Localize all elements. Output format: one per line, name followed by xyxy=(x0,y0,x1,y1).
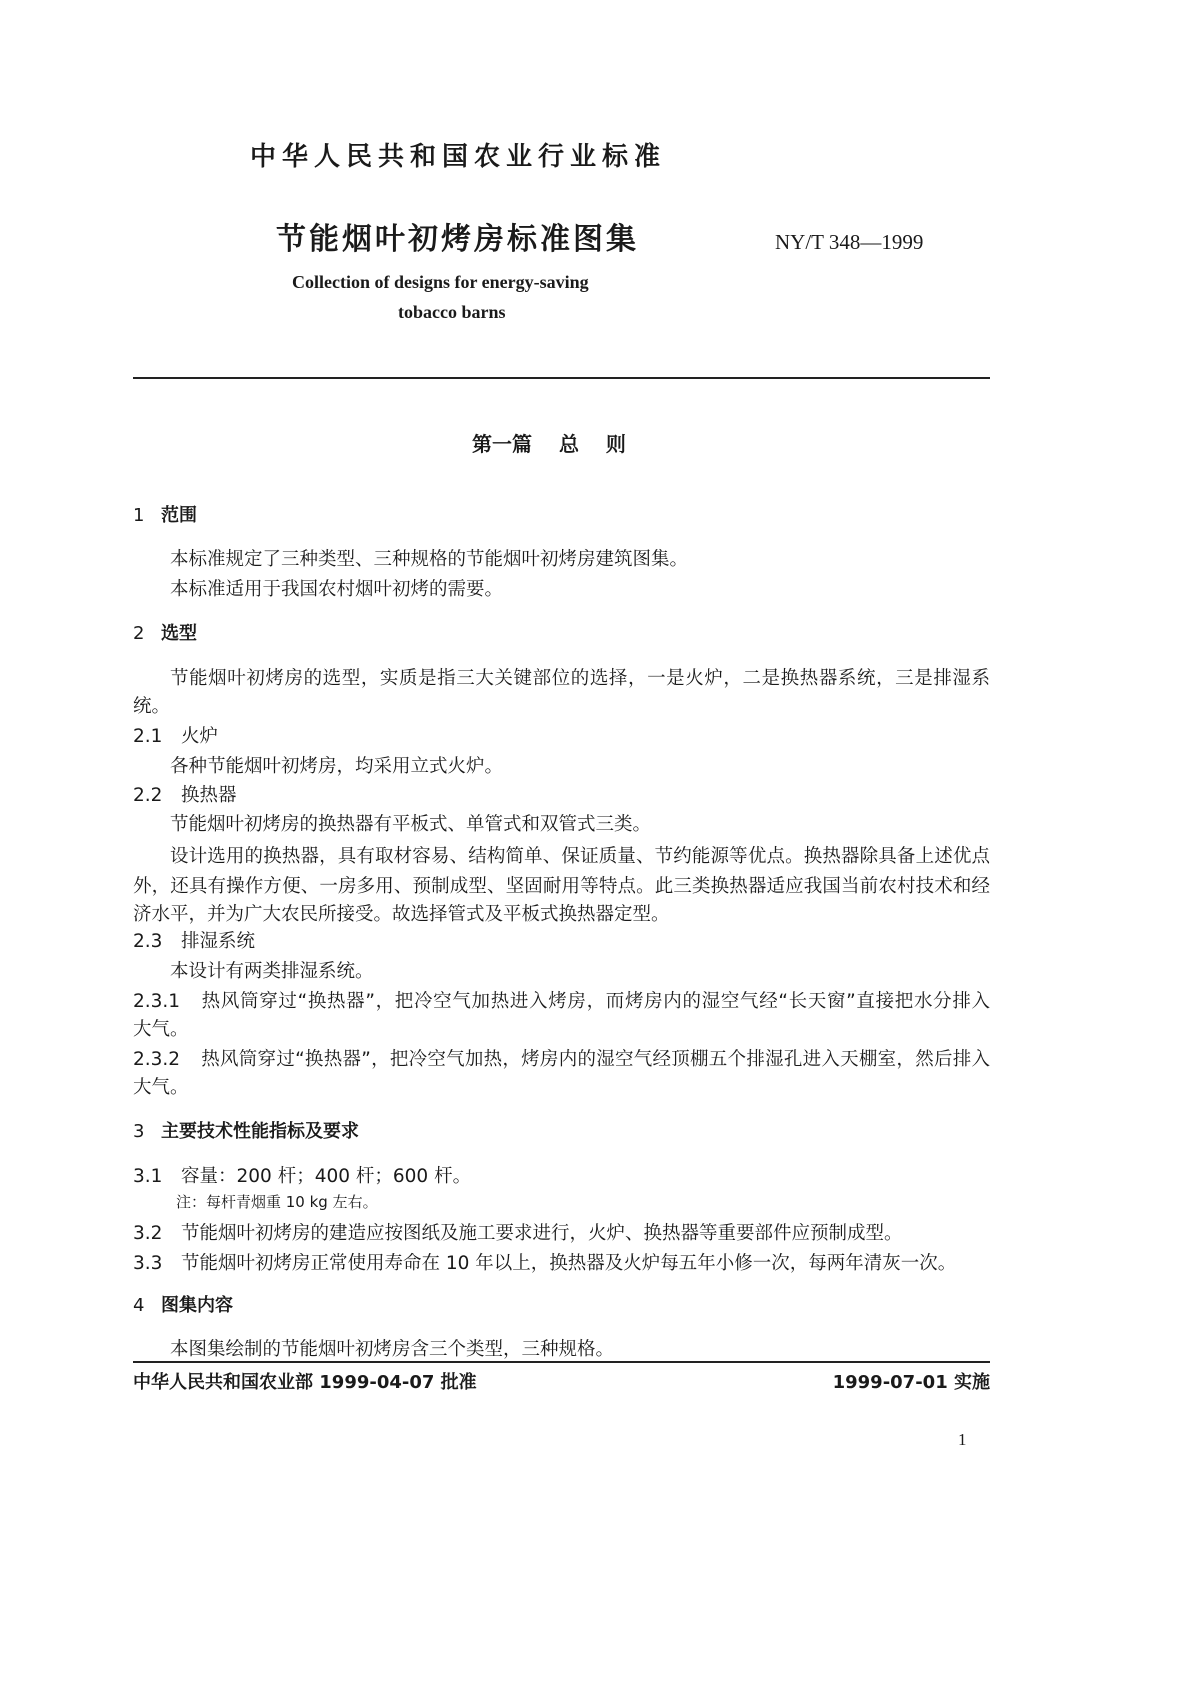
note: 注：每杆青烟重 10 kg 左右。 xyxy=(176,1193,378,1211)
subsection-2-3-1 xyxy=(133,987,990,1013)
paragraph: 节能烟叶初烤房的换热器有平板式、单管式和双管式三类。 xyxy=(170,814,652,835)
section-title: 主要技术性能指标及要求 xyxy=(161,1121,359,1142)
paragraph: 大气。 xyxy=(133,1077,189,1098)
paragraph: 设计选用的换热器，具有取材容易、结构简单、保证质量、节约能源等优点。换热器除具备上述优点 xyxy=(170,846,990,867)
subsection-3-3 xyxy=(133,1249,956,1275)
subsection-number: 3.2 xyxy=(133,1223,163,1244)
paragraph: 本图集绘制的节能烟叶初烤房含三个类型，三种规格。 xyxy=(170,1339,615,1360)
paragraph: 大气。 xyxy=(133,1019,189,1040)
document-title: 节能烟叶初烤房标准图集 xyxy=(276,222,639,257)
subsection-number: 3.1 xyxy=(133,1166,163,1187)
subsection-3-1 xyxy=(133,1162,471,1188)
paragraph: 本设计有两类排湿系统。 xyxy=(170,961,374,982)
section-number: 2 xyxy=(133,623,145,644)
paragraph: 节能烟叶初烤房的建造应按图纸及施工要求进行，火炉、换热器等重要部件应预制成型。 xyxy=(181,1223,903,1244)
section-number: 1 xyxy=(133,505,145,526)
subsection-3-2 xyxy=(133,1219,903,1245)
subsection-2-2-heading xyxy=(133,781,237,807)
paragraph: 热风筒穿过“换热器”，把冷空气加热，烤房内的湿空气经顶棚五个排湿孔进入天棚室，然后排入 xyxy=(201,1049,990,1070)
subsection-title: 排湿系统 xyxy=(181,931,256,952)
subsection-number: 3.3 xyxy=(133,1253,163,1274)
paragraph: 济水平，并为广大农民所接受。故选择管式及平板式换热器定型。 xyxy=(133,904,670,925)
section-4-heading xyxy=(133,1291,233,1317)
paragraph: 本标准规定了三种类型、三种规格的节能烟叶初烤房建筑图集。 xyxy=(170,549,689,570)
paragraph: 节能烟叶初烤房的选型，实质是指三大关键部位的选择，一是火炉，二是换热器系统，三是排湿系 xyxy=(170,668,990,689)
part-title: 第一篇 总 则 xyxy=(472,432,626,456)
section-2-heading xyxy=(133,619,197,645)
subsection-number: 2.3 xyxy=(133,931,163,952)
paragraph: 统。 xyxy=(133,696,171,717)
section-number: 3 xyxy=(133,1121,145,1142)
page-number: 1 xyxy=(958,1430,967,1449)
paragraph: 外，还具有操作方便、一房多用、预制成型、坚固耐用等特点。此三类换热器适应我国当前农村技术和经 xyxy=(133,876,990,897)
paragraph: 各种节能烟叶初烤房，均采用立式火炉。 xyxy=(170,756,504,777)
subsection-2-3-2 xyxy=(133,1045,990,1071)
english-title-line1: Collection of designs for energy-saving xyxy=(292,272,589,292)
effective-date: 1999-07-01 实施 xyxy=(832,1372,990,1393)
approval-date: 中华人民共和国农业部 1999-04-07 批准 xyxy=(133,1372,477,1393)
paragraph: 节能烟叶初烤房正常使用寿命在 10 年以上，换热器及火炉每五年小修一次，每两年清灰一次。 xyxy=(181,1253,957,1274)
section-title: 范围 xyxy=(161,505,197,526)
header-divider xyxy=(133,377,990,379)
subsection-number: 2.1 xyxy=(133,726,163,747)
section-title: 选型 xyxy=(161,623,197,644)
section-3-heading xyxy=(133,1117,359,1143)
subsection-2-3-heading xyxy=(133,927,255,953)
standard-category: 中华人民共和国农业行业标准 xyxy=(250,142,667,172)
paragraph: 热风筒穿过“换热器”，把冷空气加热进入烤房，而烤房内的湿空气经“长天窗”直接把水分排入 xyxy=(201,991,990,1012)
section-1-heading xyxy=(133,501,197,527)
footer-divider xyxy=(133,1361,990,1363)
standard-number: NY/T 348—1999 xyxy=(775,230,924,254)
paragraph: 容量：200 杆；400 杆；600 杆。 xyxy=(181,1166,472,1187)
paragraph: 本标准适用于我国农村烟叶初烤的需要。 xyxy=(170,579,504,600)
subsection-number: 2.3.2 xyxy=(133,1049,181,1070)
subsection-title: 换热器 xyxy=(181,785,237,806)
english-title-line2: tobacco barns xyxy=(398,302,506,322)
section-number: 4 xyxy=(133,1295,145,1316)
section-title: 图集内容 xyxy=(161,1295,233,1316)
subsection-title: 火炉 xyxy=(181,726,219,747)
subsection-number: 2.3.1 xyxy=(133,991,181,1012)
subsection-2-1-heading xyxy=(133,722,218,748)
subsection-number: 2.2 xyxy=(133,785,163,806)
